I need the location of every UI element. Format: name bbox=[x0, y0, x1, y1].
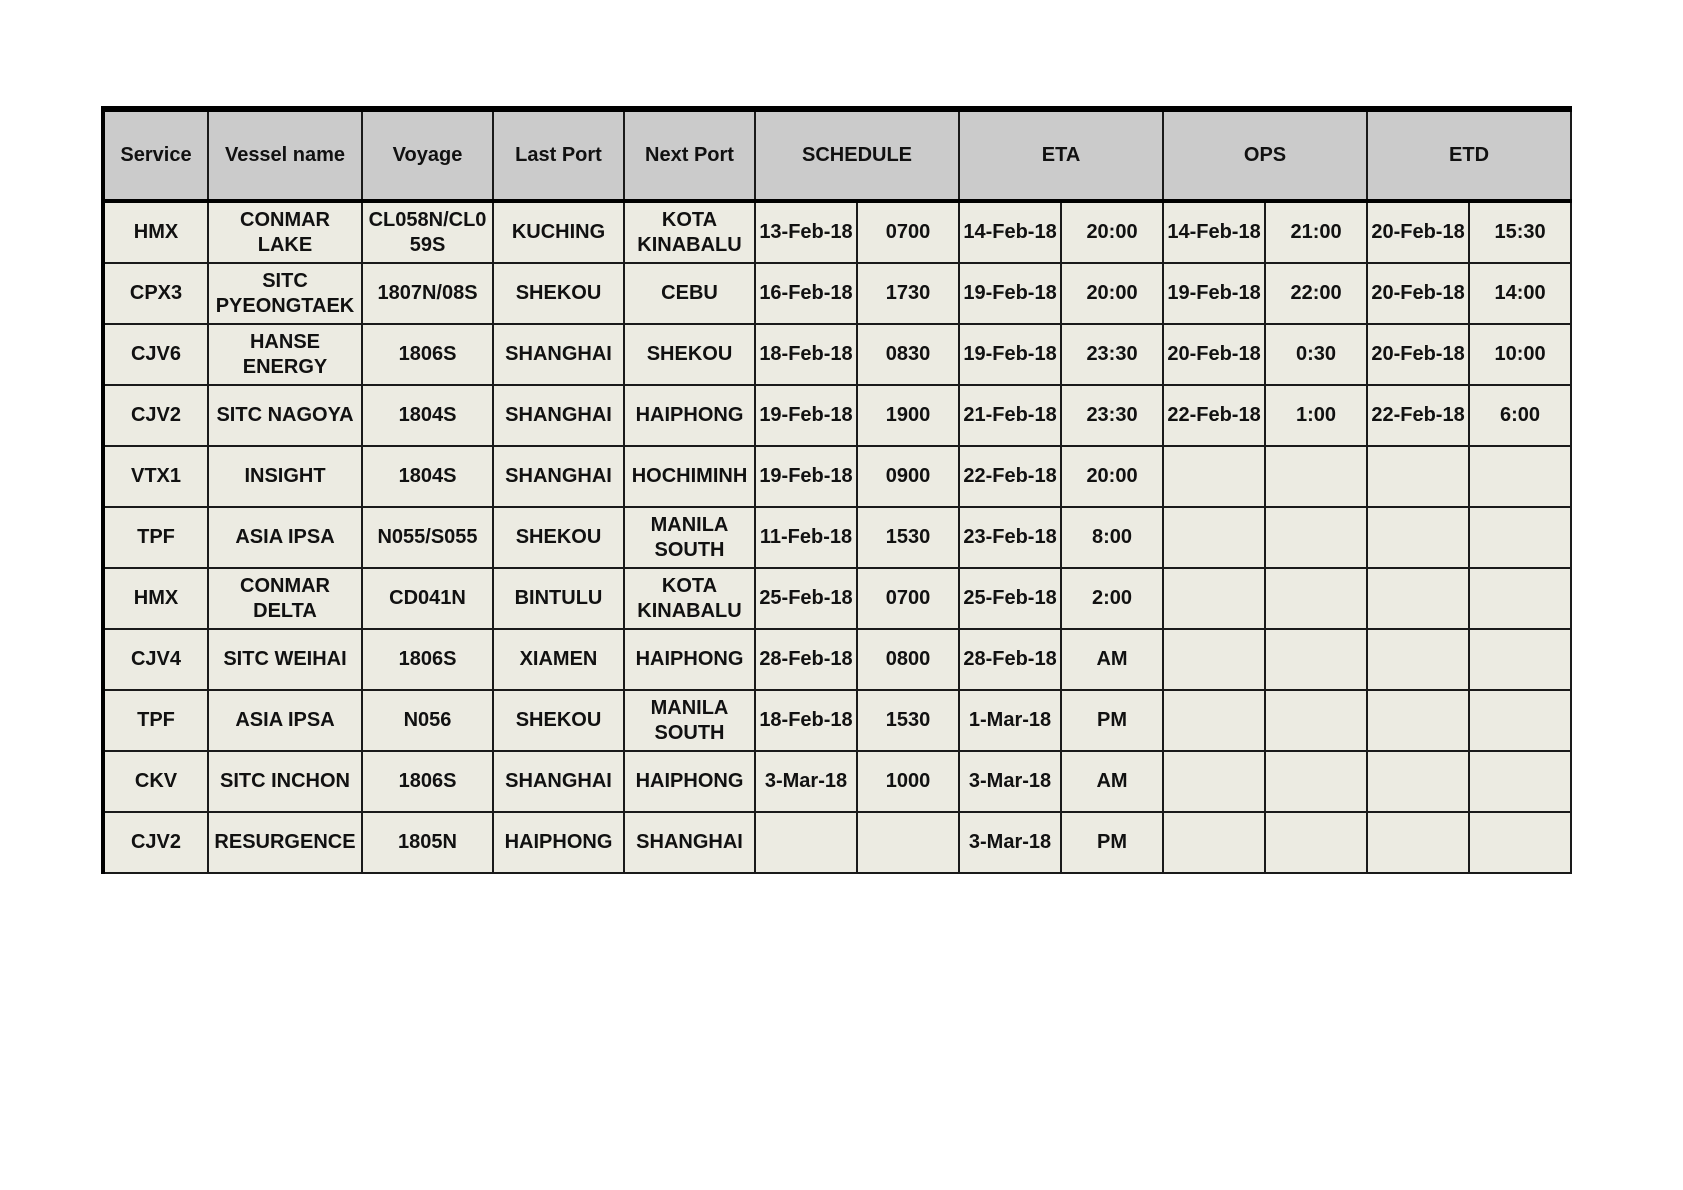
header-ops: OPS bbox=[1163, 109, 1367, 201]
cell-next-port: HAIPHONG bbox=[624, 751, 755, 812]
cell-ops-time bbox=[1265, 629, 1367, 690]
cell-service: CJV2 bbox=[103, 385, 208, 446]
cell-next-port: SHEKOU bbox=[624, 324, 755, 385]
cell-voyage: 1805N bbox=[362, 812, 493, 873]
cell-etd-date bbox=[1367, 446, 1469, 507]
cell-ops-date bbox=[1163, 690, 1265, 751]
cell-last-port: SHANGHAI bbox=[493, 324, 624, 385]
header-vessel-name: Vessel name bbox=[208, 109, 362, 201]
table-row bbox=[103, 446, 1571, 507]
table-row bbox=[103, 812, 1571, 873]
cell-eta-date: 1-Mar-18 bbox=[959, 690, 1061, 751]
cell-eta-date: 21-Feb-18 bbox=[959, 385, 1061, 446]
cell-voyage: 1804S bbox=[362, 385, 493, 446]
table-row bbox=[103, 568, 1571, 629]
cell-service: CJV2 bbox=[103, 812, 208, 873]
cell-etd-time bbox=[1469, 446, 1571, 507]
table-row bbox=[103, 629, 1571, 690]
cell-etd-time bbox=[1469, 568, 1571, 629]
cell-eta-time: 2:00 bbox=[1061, 568, 1163, 629]
cell-service: CPX3 bbox=[103, 263, 208, 324]
cell-schedule-date: 13-Feb-18 bbox=[755, 201, 857, 263]
cell-etd-time bbox=[1469, 507, 1571, 568]
cell-next-port: HAIPHONG bbox=[624, 385, 755, 446]
cell-schedule-time: 0700 bbox=[857, 201, 959, 263]
cell-vessel-name: SITC PYEONGTAEK bbox=[208, 263, 362, 324]
table-row bbox=[103, 263, 1571, 324]
cell-etd-time: 14:00 bbox=[1469, 263, 1571, 324]
cell-eta-time: AM bbox=[1061, 751, 1163, 812]
cell-schedule-date: 3-Mar-18 bbox=[755, 751, 857, 812]
cell-eta-time: 20:00 bbox=[1061, 446, 1163, 507]
cell-voyage: 1806S bbox=[362, 629, 493, 690]
cell-schedule-time: 1730 bbox=[857, 263, 959, 324]
cell-ops-time: 1:00 bbox=[1265, 385, 1367, 446]
cell-vessel-name: SITC WEIHAI bbox=[208, 629, 362, 690]
table-row bbox=[103, 324, 1571, 385]
cell-eta-time: 20:00 bbox=[1061, 201, 1163, 263]
table-body bbox=[103, 201, 1571, 873]
cell-vessel-name: ASIA IPSA bbox=[208, 507, 362, 568]
cell-etd-time bbox=[1469, 751, 1571, 812]
cell-eta-date: 14-Feb-18 bbox=[959, 201, 1061, 263]
table-row bbox=[103, 507, 1571, 568]
header-voyage: Voyage bbox=[362, 109, 493, 201]
cell-schedule-date: 19-Feb-18 bbox=[755, 446, 857, 507]
cell-eta-date: 19-Feb-18 bbox=[959, 324, 1061, 385]
cell-eta-time: 23:30 bbox=[1061, 385, 1163, 446]
cell-schedule-time: 1900 bbox=[857, 385, 959, 446]
cell-eta-time: 8:00 bbox=[1061, 507, 1163, 568]
cell-etd-date bbox=[1367, 690, 1469, 751]
vessel-schedule-sheet bbox=[101, 106, 1571, 874]
cell-vessel-name: CONMAR DELTA bbox=[208, 568, 362, 629]
cell-next-port: MANILA SOUTH bbox=[624, 690, 755, 751]
cell-schedule-time bbox=[857, 812, 959, 873]
header-etd: ETD bbox=[1367, 109, 1571, 201]
cell-etd-date bbox=[1367, 568, 1469, 629]
cell-ops-date bbox=[1163, 446, 1265, 507]
cell-ops-time: 0:30 bbox=[1265, 324, 1367, 385]
cell-schedule-time: 1530 bbox=[857, 690, 959, 751]
cell-voyage: N055/S055 bbox=[362, 507, 493, 568]
cell-vessel-name: RESURGENCE bbox=[208, 812, 362, 873]
cell-ops-date bbox=[1163, 812, 1265, 873]
cell-etd-date bbox=[1367, 751, 1469, 812]
cell-etd-time: 6:00 bbox=[1469, 385, 1571, 446]
cell-vessel-name: CONMAR LAKE bbox=[208, 201, 362, 263]
cell-schedule-date: 19-Feb-18 bbox=[755, 385, 857, 446]
cell-schedule-time: 0700 bbox=[857, 568, 959, 629]
cell-vessel-name: SITC INCHON bbox=[208, 751, 362, 812]
cell-next-port: HOCHIMINH bbox=[624, 446, 755, 507]
cell-vessel-name: SITC NAGOYA bbox=[208, 385, 362, 446]
cell-schedule-date: 25-Feb-18 bbox=[755, 568, 857, 629]
cell-schedule-time: 0830 bbox=[857, 324, 959, 385]
cell-etd-date bbox=[1367, 812, 1469, 873]
header-schedule: SCHEDULE bbox=[755, 109, 959, 201]
cell-etd-time bbox=[1469, 629, 1571, 690]
cell-service: CJV4 bbox=[103, 629, 208, 690]
cell-voyage: 1806S bbox=[362, 751, 493, 812]
cell-next-port: SHANGHAI bbox=[624, 812, 755, 873]
cell-service: CJV6 bbox=[103, 324, 208, 385]
cell-eta-date: 28-Feb-18 bbox=[959, 629, 1061, 690]
cell-schedule-time: 1000 bbox=[857, 751, 959, 812]
cell-ops-time bbox=[1265, 812, 1367, 873]
cell-vessel-name: INSIGHT bbox=[208, 446, 362, 507]
cell-last-port: SHEKOU bbox=[493, 507, 624, 568]
cell-schedule-time: 0800 bbox=[857, 629, 959, 690]
cell-eta-time: AM bbox=[1061, 629, 1163, 690]
cell-service: HMX bbox=[103, 201, 208, 263]
cell-ops-time bbox=[1265, 568, 1367, 629]
cell-etd-time bbox=[1469, 690, 1571, 751]
table-row bbox=[103, 201, 1571, 263]
cell-voyage: 1804S bbox=[362, 446, 493, 507]
cell-eta-time: 23:30 bbox=[1061, 324, 1163, 385]
cell-eta-time: PM bbox=[1061, 812, 1163, 873]
cell-etd-time: 15:30 bbox=[1469, 201, 1571, 263]
cell-etd-time: 10:00 bbox=[1469, 324, 1571, 385]
cell-ops-time: 21:00 bbox=[1265, 201, 1367, 263]
cell-service: HMX bbox=[103, 568, 208, 629]
cell-last-port: SHANGHAI bbox=[493, 385, 624, 446]
header-eta: ETA bbox=[959, 109, 1163, 201]
cell-schedule-date: 28-Feb-18 bbox=[755, 629, 857, 690]
cell-schedule-date: 11-Feb-18 bbox=[755, 507, 857, 568]
cell-next-port: MANILA SOUTH bbox=[624, 507, 755, 568]
cell-ops-date: 14-Feb-18 bbox=[1163, 201, 1265, 263]
table-header bbox=[103, 109, 1571, 201]
table-row bbox=[103, 690, 1571, 751]
cell-schedule-date: 18-Feb-18 bbox=[755, 690, 857, 751]
cell-ops-date bbox=[1163, 629, 1265, 690]
header-next-port: Next Port bbox=[624, 109, 755, 201]
cell-eta-date: 22-Feb-18 bbox=[959, 446, 1061, 507]
cell-eta-time: PM bbox=[1061, 690, 1163, 751]
cell-schedule-date: 18-Feb-18 bbox=[755, 324, 857, 385]
cell-etd-time bbox=[1469, 812, 1571, 873]
cell-eta-date: 3-Mar-18 bbox=[959, 812, 1061, 873]
cell-schedule-time: 0900 bbox=[857, 446, 959, 507]
cell-voyage: 1807N/08S bbox=[362, 263, 493, 324]
cell-schedule-date: 16-Feb-18 bbox=[755, 263, 857, 324]
cell-ops-time: 22:00 bbox=[1265, 263, 1367, 324]
cell-eta-date: 23-Feb-18 bbox=[959, 507, 1061, 568]
cell-last-port: HAIPHONG bbox=[493, 812, 624, 873]
cell-vessel-name: HANSE ENERGY bbox=[208, 324, 362, 385]
header-row bbox=[103, 109, 1571, 201]
cell-voyage: 1806S bbox=[362, 324, 493, 385]
cell-etd-date: 22-Feb-18 bbox=[1367, 385, 1469, 446]
cell-service: TPF bbox=[103, 690, 208, 751]
header-last-port: Last Port bbox=[493, 109, 624, 201]
cell-ops-date bbox=[1163, 507, 1265, 568]
cell-schedule-time: 1530 bbox=[857, 507, 959, 568]
cell-etd-date: 20-Feb-18 bbox=[1367, 201, 1469, 263]
cell-last-port: BINTULU bbox=[493, 568, 624, 629]
cell-ops-date: 19-Feb-18 bbox=[1163, 263, 1265, 324]
cell-ops-time bbox=[1265, 690, 1367, 751]
cell-ops-time bbox=[1265, 751, 1367, 812]
cell-last-port: XIAMEN bbox=[493, 629, 624, 690]
cell-last-port: SHANGHAI bbox=[493, 751, 624, 812]
cell-voyage: N056 bbox=[362, 690, 493, 751]
cell-eta-date: 3-Mar-18 bbox=[959, 751, 1061, 812]
cell-vessel-name: ASIA IPSA bbox=[208, 690, 362, 751]
cell-ops-date: 22-Feb-18 bbox=[1163, 385, 1265, 446]
cell-ops-time bbox=[1265, 446, 1367, 507]
cell-last-port: KUCHING bbox=[493, 201, 624, 263]
cell-eta-date: 25-Feb-18 bbox=[959, 568, 1061, 629]
cell-etd-date bbox=[1367, 629, 1469, 690]
table-row bbox=[103, 751, 1571, 812]
cell-ops-date bbox=[1163, 751, 1265, 812]
cell-last-port: SHEKOU bbox=[493, 690, 624, 751]
cell-ops-time bbox=[1265, 507, 1367, 568]
table-row bbox=[103, 385, 1571, 446]
cell-service: VTX1 bbox=[103, 446, 208, 507]
vessel-schedule-table bbox=[101, 106, 1572, 874]
cell-eta-time: 20:00 bbox=[1061, 263, 1163, 324]
cell-next-port: KOTA KINABALU bbox=[624, 568, 755, 629]
cell-ops-date: 20-Feb-18 bbox=[1163, 324, 1265, 385]
cell-voyage: CL058N/CL059S bbox=[362, 201, 493, 263]
cell-last-port: SHANGHAI bbox=[493, 446, 624, 507]
cell-schedule-date bbox=[755, 812, 857, 873]
cell-last-port: SHEKOU bbox=[493, 263, 624, 324]
cell-next-port: HAIPHONG bbox=[624, 629, 755, 690]
cell-etd-date: 20-Feb-18 bbox=[1367, 263, 1469, 324]
cell-voyage: CD041N bbox=[362, 568, 493, 629]
cell-service: CKV bbox=[103, 751, 208, 812]
cell-service: TPF bbox=[103, 507, 208, 568]
header-service: Service bbox=[103, 109, 208, 201]
cell-next-port: CEBU bbox=[624, 263, 755, 324]
cell-ops-date bbox=[1163, 568, 1265, 629]
cell-eta-date: 19-Feb-18 bbox=[959, 263, 1061, 324]
cell-next-port: KOTA KINABALU bbox=[624, 201, 755, 263]
cell-etd-date: 20-Feb-18 bbox=[1367, 324, 1469, 385]
cell-etd-date bbox=[1367, 507, 1469, 568]
